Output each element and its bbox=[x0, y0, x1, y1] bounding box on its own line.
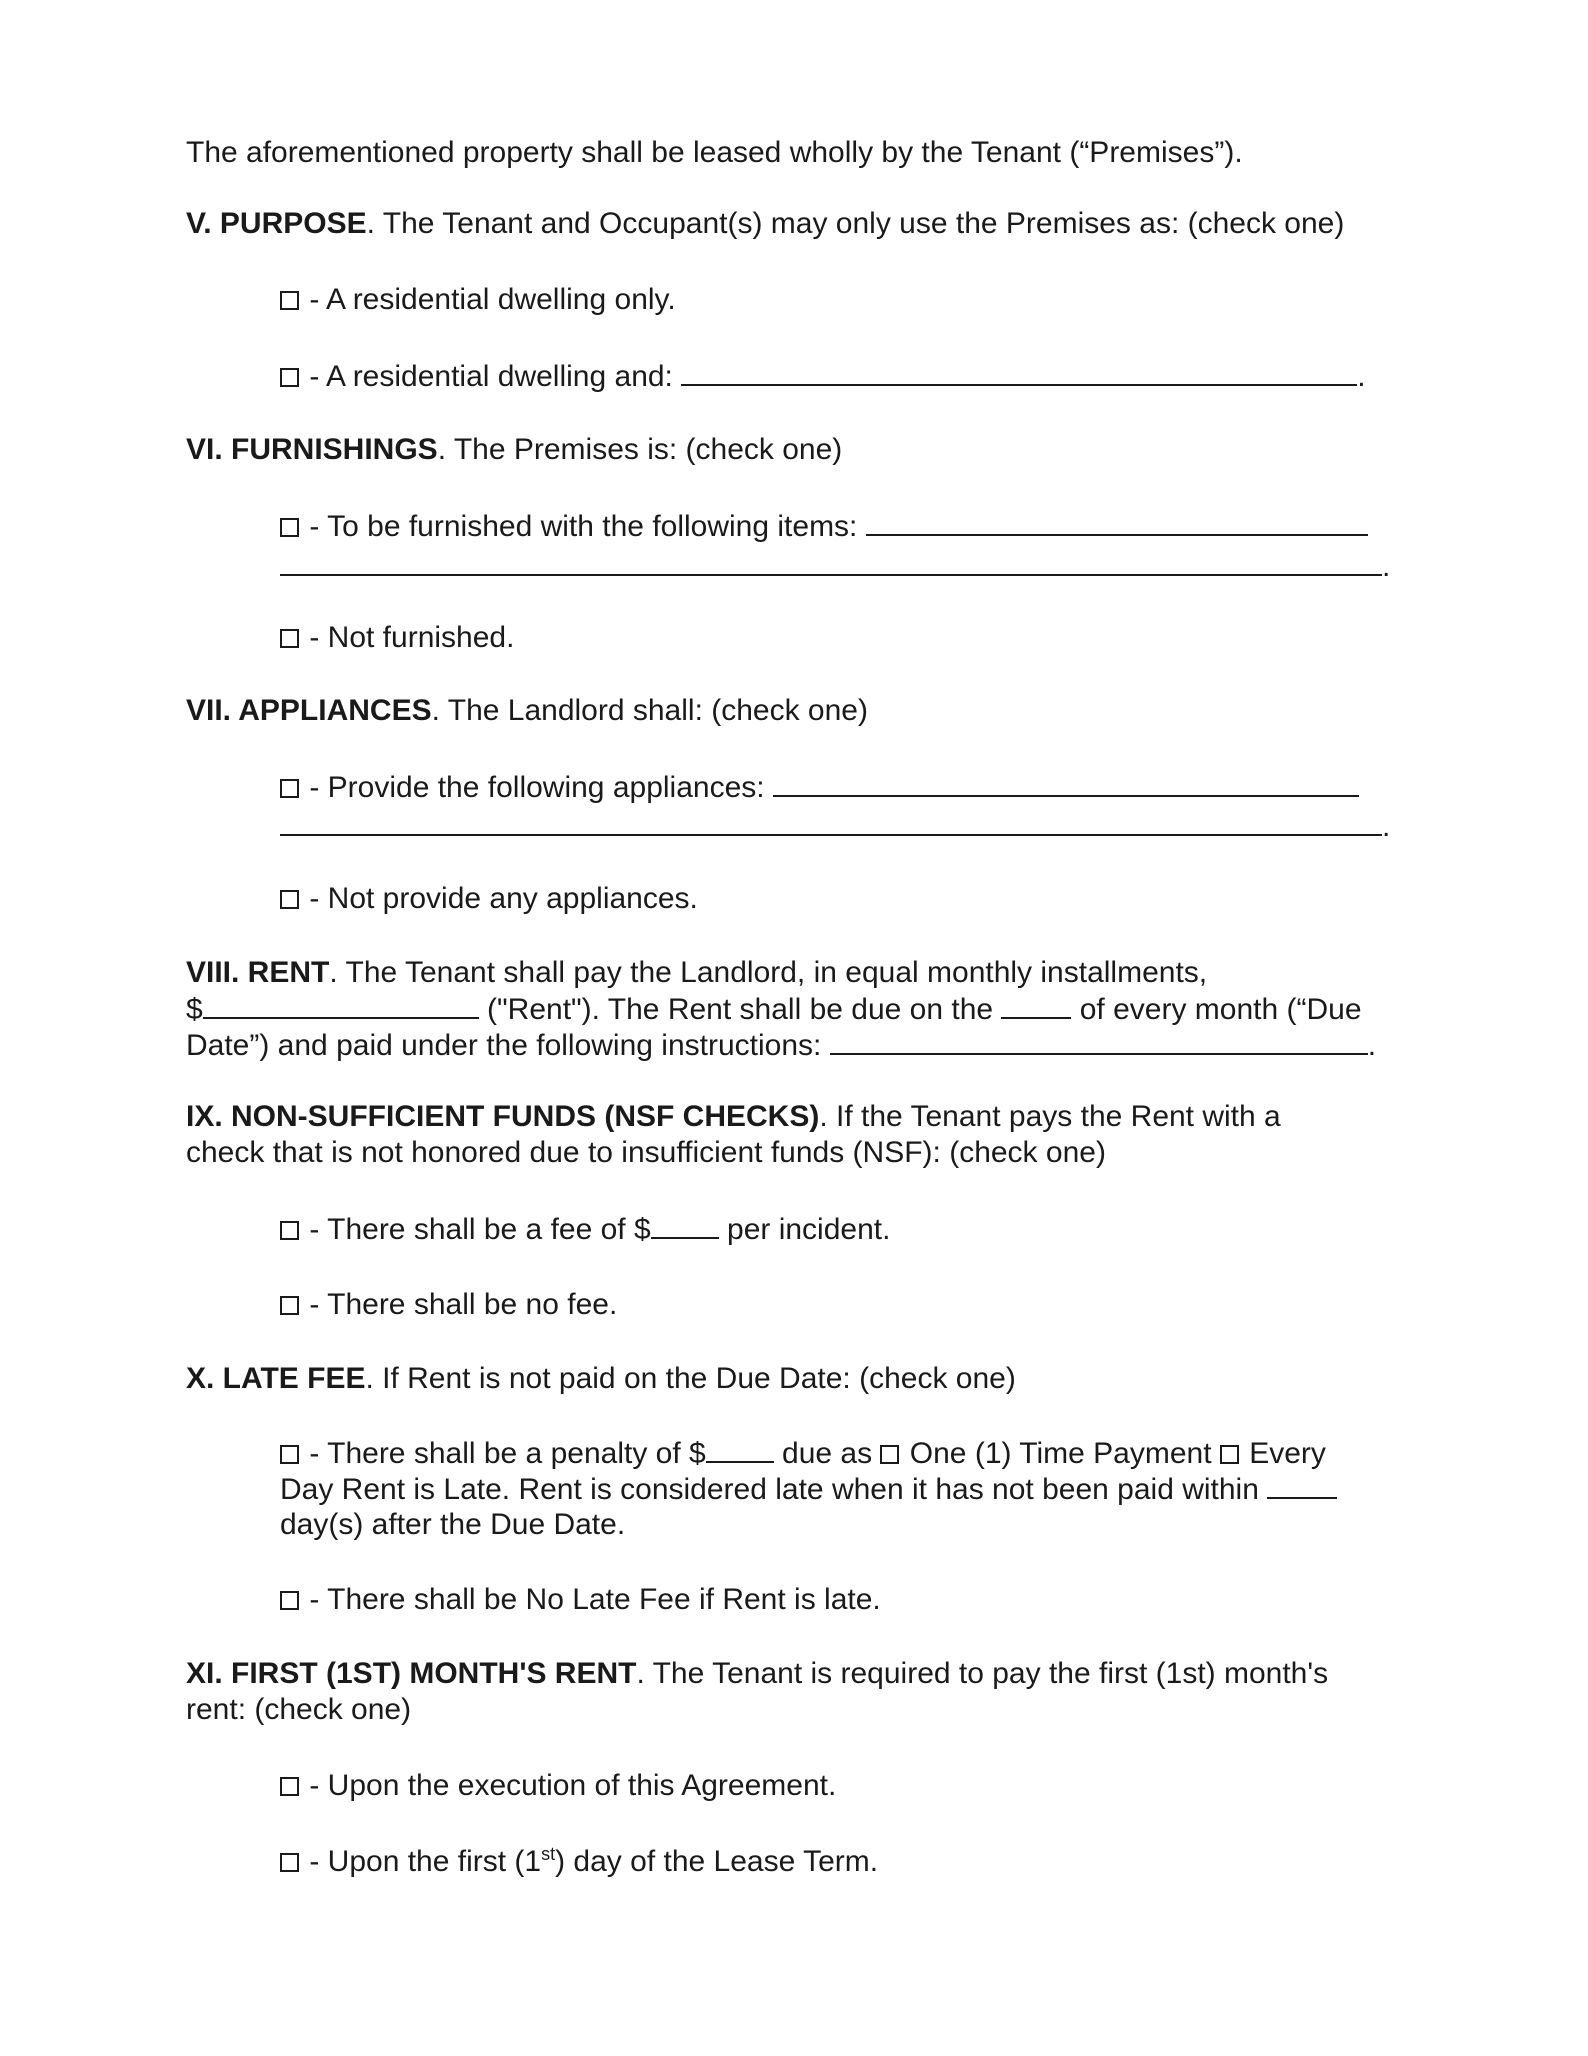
late-fee-line-3: day(s) after the Due Date. bbox=[280, 1508, 626, 1541]
purpose-heading: V. PURPOSE. The Tenant and Occupant(s) may only use the Premises as: (check one) bbox=[186, 207, 1345, 240]
late-fee-heading: X. LATE FEE. If Rent is not paid on the Due Date: (check one) bbox=[186, 1362, 1016, 1395]
late-penalty-blank[interactable] bbox=[706, 1435, 774, 1463]
checkbox[interactable] bbox=[280, 779, 299, 798]
intro-paragraph: The aforementioned property shall be leased wholly by the Tenant (“Premises”). bbox=[186, 136, 1243, 169]
checkbox[interactable] bbox=[280, 1777, 299, 1796]
appliances-list-continuation: . bbox=[280, 808, 1390, 845]
appliances-option-none: - Not provide any appliances. bbox=[280, 881, 698, 917]
checkbox[interactable] bbox=[280, 368, 299, 387]
rent-amount-blank[interactable] bbox=[203, 991, 479, 1019]
rent-due-day-blank[interactable] bbox=[1001, 991, 1071, 1019]
rent-instructions-blank[interactable] bbox=[830, 1027, 1368, 1055]
section-title: VI. FURNISHINGS bbox=[186, 433, 438, 466]
checkbox[interactable] bbox=[280, 1221, 299, 1240]
furnishings-heading: VI. FURNISHINGS. The Premises is: (check one) bbox=[186, 433, 843, 466]
purpose-option-residential-only: - A residential dwelling only. bbox=[280, 282, 676, 318]
nsf-line-2: check that is not honored due to insufficient funds (NSF): (check one) bbox=[186, 1136, 1106, 1169]
checkbox[interactable] bbox=[280, 1445, 299, 1464]
section-title: VIII. RENT bbox=[186, 956, 330, 989]
checkbox[interactable] bbox=[280, 1296, 299, 1315]
section-title: XI. FIRST (1ST) MONTH'S RENT bbox=[186, 1657, 637, 1690]
late-fee-option-penalty: - There shall be a penalty of $ due as One (1) Time Payment Every bbox=[280, 1435, 1326, 1472]
rent-line-3: Date”) and paid under the following instructions: . bbox=[186, 1029, 1377, 1062]
section-title: X. LATE FEE bbox=[186, 1362, 366, 1395]
furnishings-items-continuation: . bbox=[280, 548, 1390, 585]
nsf-fee-blank[interactable] bbox=[651, 1211, 719, 1239]
appliances-heading: VII. APPLIANCES. The Landlord shall: (check one) bbox=[186, 694, 868, 727]
furnishings-option-not-furnished: - Not furnished. bbox=[280, 620, 514, 656]
checkbox-one-time[interactable] bbox=[880, 1445, 899, 1464]
checkbox-every-day[interactable] bbox=[1220, 1445, 1239, 1464]
checkbox[interactable] bbox=[280, 291, 299, 310]
late-fee-line-2: Day Rent is Late. Rent is considered late when it has not been paid within bbox=[280, 1471, 1337, 1508]
section-title: V. PURPOSE bbox=[186, 207, 367, 240]
checkbox[interactable] bbox=[280, 1853, 299, 1872]
purpose-option-residential-and: - A residential dwelling and: . bbox=[280, 358, 1366, 395]
first-month-option-execution: - Upon the execution of this Agreement. bbox=[280, 1768, 836, 1804]
purpose-other-blank[interactable] bbox=[681, 358, 1357, 386]
first-month-heading: XI. FIRST (1ST) MONTH'S RENT. The Tenant is required to pay the first (1st) month's bbox=[186, 1657, 1329, 1690]
late-days-blank[interactable] bbox=[1267, 1471, 1337, 1499]
appliances-list-blank-2[interactable] bbox=[280, 808, 1382, 836]
furnishings-items-blank-2[interactable] bbox=[280, 548, 1382, 576]
appliances-list-blank[interactable] bbox=[773, 769, 1359, 797]
rent-heading: VIII. RENT. The Tenant shall pay the Landlord, in equal monthly installments, bbox=[186, 956, 1208, 989]
late-fee-option-none: - There shall be No Late Fee if Rent is late. bbox=[280, 1582, 881, 1618]
furnishings-items-blank[interactable] bbox=[866, 508, 1368, 536]
furnishings-option-furnished: - To be furnished with the following items: bbox=[280, 508, 1368, 545]
section-title: IX. NON-SUFFICIENT FUNDS (NSF CHECKS) bbox=[186, 1100, 820, 1133]
checkbox[interactable] bbox=[280, 890, 299, 909]
section-title: VII. APPLIANCES bbox=[186, 694, 432, 727]
first-month-line-2: rent: (check one) bbox=[186, 1693, 412, 1726]
rent-line-2: $ ("Rent"). The Rent shall be due on the of every month (“Due bbox=[186, 993, 1362, 1026]
checkbox[interactable] bbox=[280, 1591, 299, 1610]
checkbox[interactable] bbox=[280, 629, 299, 648]
nsf-option-no-fee: - There shall be no fee. bbox=[280, 1287, 617, 1323]
nsf-option-fee: - There shall be a fee of $ per incident. bbox=[280, 1211, 890, 1248]
checkbox[interactable] bbox=[280, 518, 299, 537]
nsf-heading: IX. NON-SUFFICIENT FUNDS (NSF CHECKS). If the Tenant pays the Rent with a bbox=[186, 1100, 1281, 1133]
first-month-option-first-day: - Upon the first (1st) day of the Lease Term. bbox=[280, 1844, 878, 1880]
appliances-option-provide: - Provide the following appliances: bbox=[280, 769, 1359, 806]
